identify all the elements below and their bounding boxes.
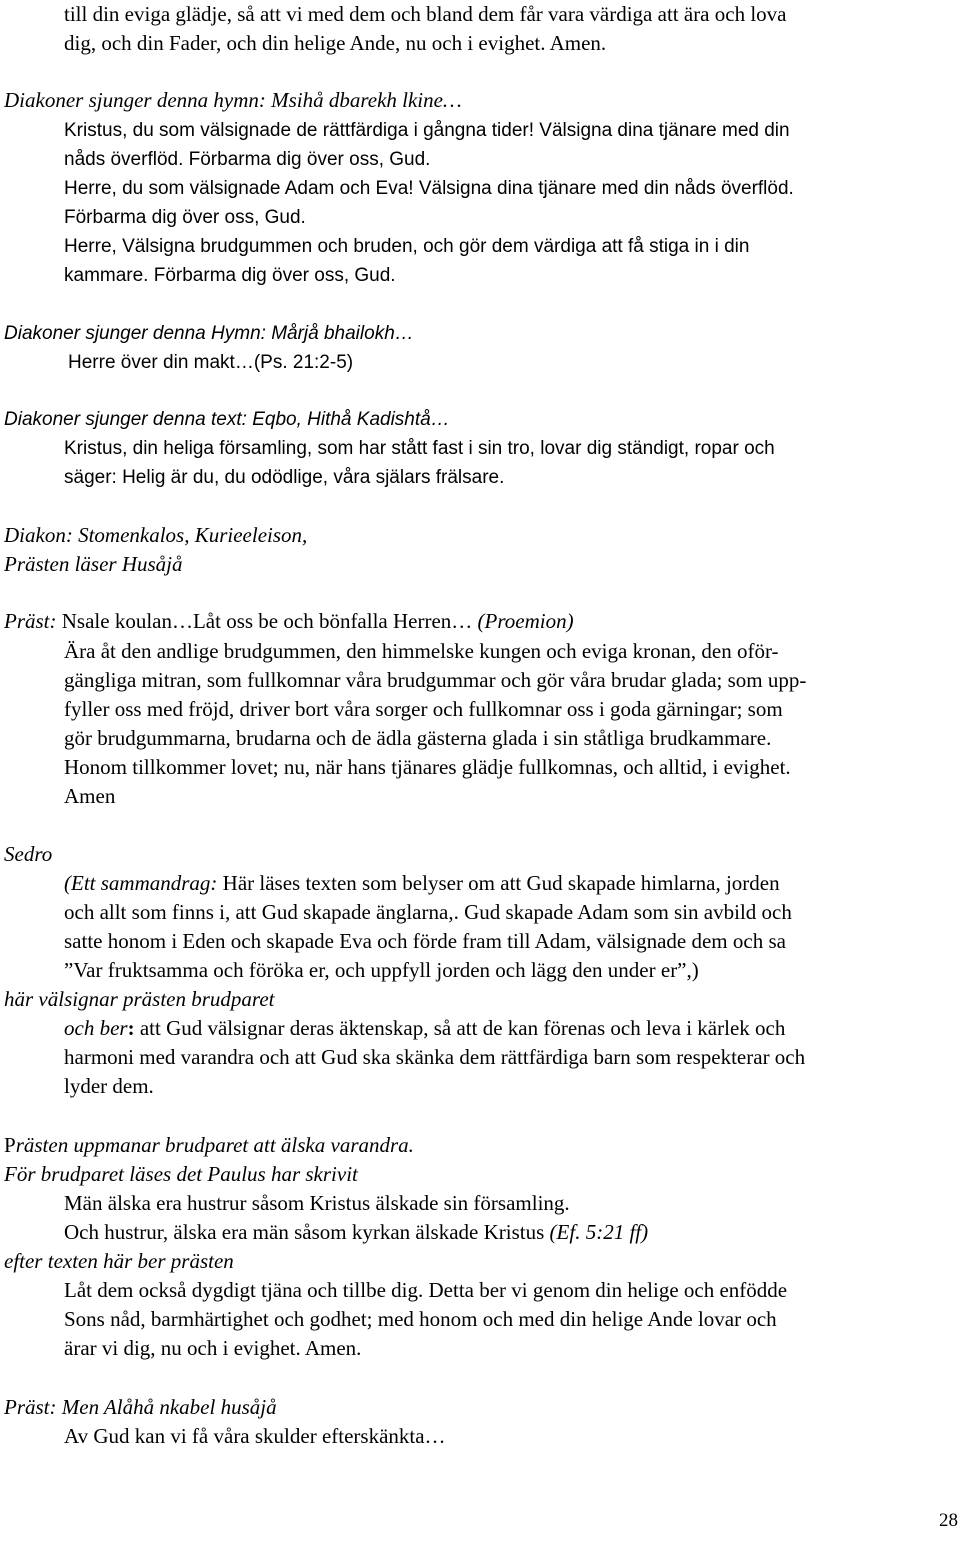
rubric-label: och ber: [64, 1016, 128, 1040]
text-line: fyller oss med fröjd, driver bort våra sorger och fullkomnar oss i goda gärningar; som: [64, 697, 783, 721]
text-line: säger: Helig är du, du odödlige, våra själars frälsare.: [64, 467, 505, 488]
rubric-line: här välsignar prästen brudparet: [4, 987, 275, 1011]
rubric-line: Diakoner sjunger denna hymn: Msihå dbarekh lkine…: [4, 88, 462, 112]
text-line: Förbarma dig över oss, Gud.: [64, 207, 306, 228]
text-line: Ära åt den andlige brudgummen, den himmelske kungen och eviga kronan, den oför-: [64, 639, 779, 663]
text-line: kammare. Förbarma dig över oss, Gud.: [64, 265, 396, 286]
prayer-title: Nsale koulan…Låt oss be och bönfalla Herren…: [61, 609, 473, 633]
text-span: att Gud välsignar deras äktenskap, så att de kan förenas och leva i kärlek och: [139, 1016, 786, 1040]
rubric-span: rästen uppmanar brudparet att älska varandra.: [15, 1133, 414, 1157]
section-heading: Sedro: [4, 842, 53, 866]
text-line: gör brudgummarna, brudarna och de ädla gästerna glada i sin ståtliga brudkammare.: [64, 726, 772, 750]
text-line: dig, och din Fader, och din helige Ande, nu och i evighet. Amen.: [64, 31, 607, 55]
priest-line: [4, 607, 574, 636]
text-line: ärar vi dig, nu och i evighet. Amen.: [64, 1336, 362, 1360]
text-span: Och hustrur, älska era män såsom kyrkan älskade Kristus: [64, 1220, 545, 1244]
text-line: harmoni med varandra och att Gud ska skänka dem rättfärdiga barn som respekterar och: [64, 1045, 806, 1069]
text-span: Här läses texten som belyser om att Gud skapade himlarna, jorden: [222, 871, 780, 895]
speaker-label: Präst:: [4, 609, 57, 633]
rubric-line: efter texten här ber prästen: [4, 1249, 234, 1273]
text-line: gängliga mitran, som fullkomnar våra brudgummar och gör våra brudar glada; som upp-: [64, 668, 807, 692]
text-line: Av Gud kan vi få våra skulder efterskänkta…: [64, 1424, 446, 1448]
text-line: Herre, Välsigna brudgummen och bruden, och gör dem värdiga att få stiga in i din: [64, 236, 750, 257]
text-line: Kristus, du som välsignade de rättfärdiga i gångna tider! Välsigna dina tjänare med din: [64, 120, 790, 141]
prayer-note: (Proemion): [477, 609, 574, 633]
text-line: [64, 1014, 785, 1043]
text-line: Amen: [64, 784, 116, 808]
text-line: Kristus, din heliga församling, som har stått fast i sin tro, lovar dig ständigt, ropar och: [64, 438, 775, 459]
page-number: 28: [939, 1510, 958, 1531]
text-line: [64, 1218, 648, 1247]
text-line: Herre, du som välsignade Adam och Eva! Välsigna dina tjänare med din nåds överflöd.: [64, 178, 794, 199]
text-line: satte honom i Eden och skapade Eva och förde fram till Adam, välsignade dem och sa: [64, 929, 786, 953]
text-line: Män älska era hustrur såsom Kristus älskade sin församling.: [64, 1191, 570, 1215]
initial-letter: P: [4, 1133, 16, 1157]
scripture-reference: (Ef. 5:21 ff): [549, 1220, 649, 1244]
text-line: Honom tillkommer lovet; nu, när hans tjänares glädje fullkomnas, och alltid, i evighet.: [64, 755, 791, 779]
text-line: nåds överflöd. Förbarma dig över oss, Gud.: [64, 149, 431, 170]
text-line: Sons nåd, barmhärtighet och godhet; med honom och med din helige Ande lovar och: [64, 1307, 777, 1331]
rubric-line: Diakon: Stomenkalos, Kurieeleison,: [4, 523, 308, 547]
text-line: Herre över din makt…(Ps. 21:2-5): [68, 352, 354, 373]
rubric-line: Präst: Men Alåhå nkabel husåjå: [4, 1395, 277, 1419]
colon-mark: :: [127, 1016, 135, 1040]
rubric-line: Prästen läser Husåjå: [4, 552, 183, 576]
text-line: till din eviga glädje, så att vi med dem och bland dem får vara värdiga att ära och lova: [64, 2, 787, 26]
text-line: lyder dem.: [64, 1074, 154, 1098]
rubric-label: (Ett sammandrag:: [64, 871, 218, 895]
rubric-line: [4, 1131, 414, 1160]
rubric-line: För brudparet läses det Paulus har skrivit: [4, 1162, 358, 1186]
text-line: ”Var fruktsamma och föröka er, och uppfyll jorden och lägg den under er”,): [64, 958, 699, 982]
text-line: och allt som finns i, att Gud skapade änglarna,. Gud skapade Adam som sin avbild och: [64, 900, 792, 924]
text-line: Låt dem också dygdigt tjäna och tillbe dig. Detta ber vi genom din helige och enfödde: [64, 1278, 788, 1302]
text-line: [64, 869, 780, 898]
rubric-line: Diakoner sjunger denna text: Eqbo, Hithå Kadishtå…: [4, 409, 450, 430]
rubric-line: Diakoner sjunger denna Hymn: Mårjå bhailokh…: [4, 323, 414, 344]
